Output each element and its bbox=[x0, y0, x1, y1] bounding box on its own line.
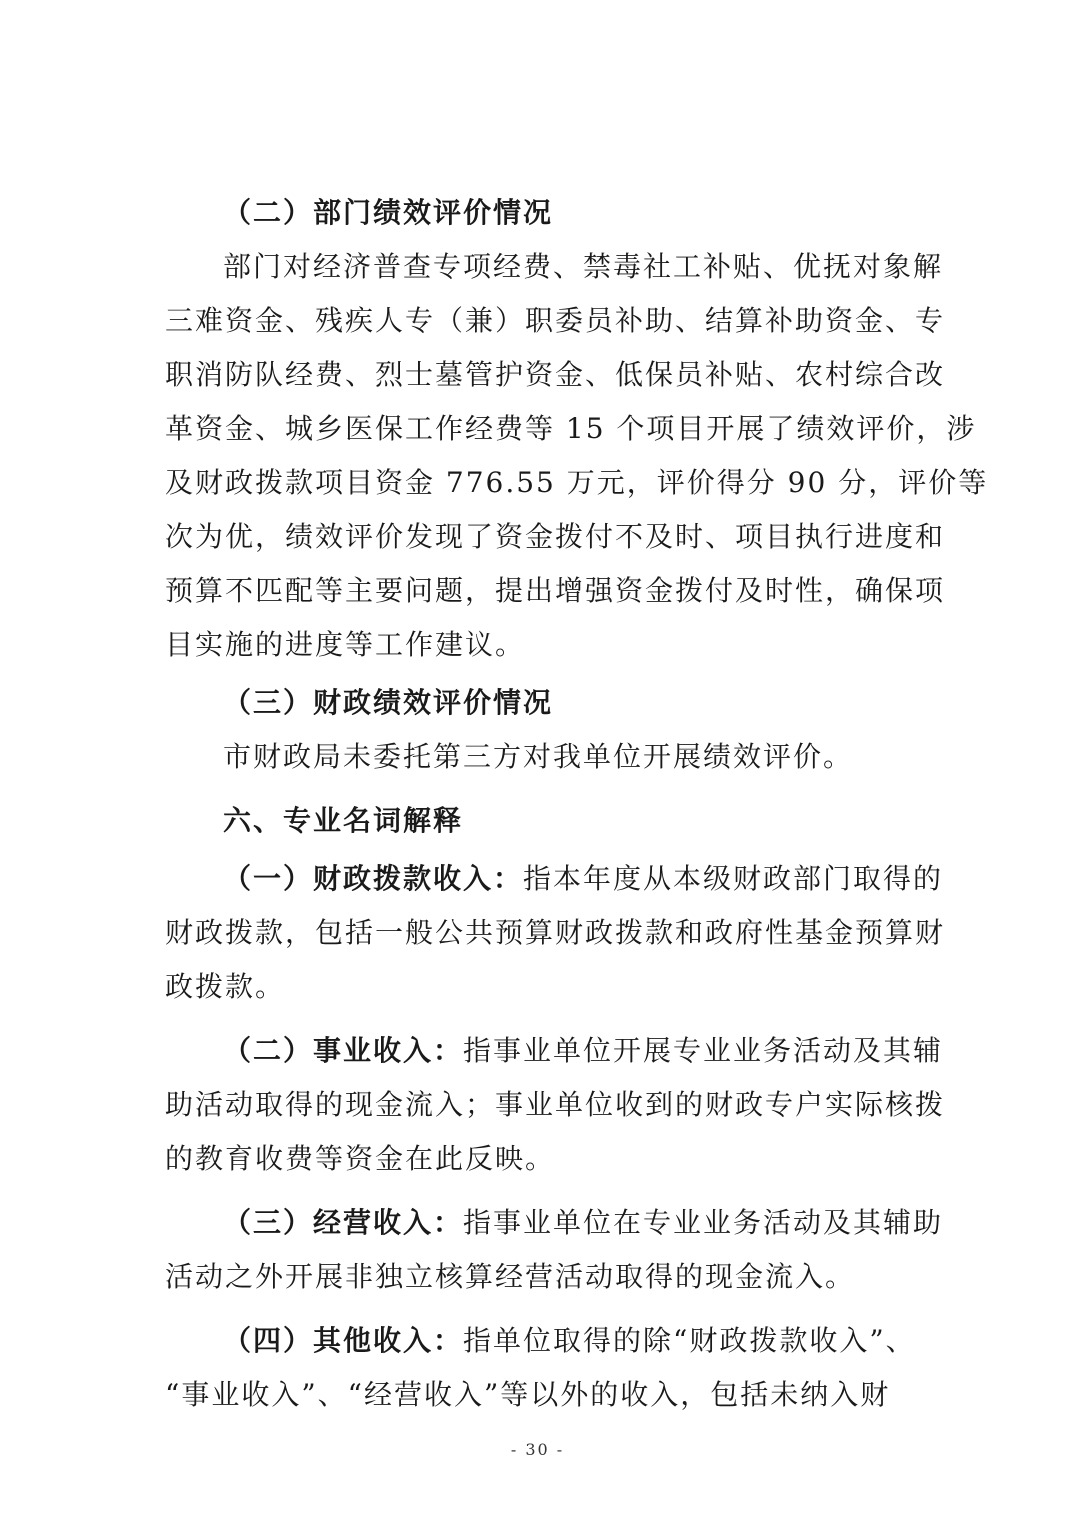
paragraph-line: 活动之外开展非独立核算经营活动取得的现金流入。 bbox=[165, 1260, 856, 1293]
term-definition-text: 指本年度从本级财政部门取得的 bbox=[523, 862, 944, 895]
page-number: - 30 - bbox=[510, 1440, 565, 1459]
section-heading-performance-department: （二）部门绩效评价情况 bbox=[223, 196, 554, 229]
section-heading-performance-finance: （三）财政绩效评价情况 bbox=[223, 686, 554, 719]
paragraph-line: 革资金、城乡医保工作经费等 15 个项目开展了绩效评价，涉 bbox=[165, 412, 977, 445]
term-definition-first-line bbox=[165, 1196, 944, 1250]
term-definition-first-line bbox=[165, 852, 944, 906]
paragraph-line: 的教育收费等资金在此反映。 bbox=[165, 1142, 556, 1175]
term-label: （三）经营收入： bbox=[223, 1206, 464, 1239]
paragraph-line: 次为优，绩效评价发现了资金拨付不及时、项目执行进度和 bbox=[165, 520, 946, 553]
term-definition-text: 指事业单位在专业业务活动及其辅助 bbox=[463, 1206, 944, 1239]
paragraph-line: 助活动取得的现金流入；事业单位收到的财政专户实际核拨 bbox=[165, 1088, 946, 1121]
chapter-heading-terms: 六、专业名词解释 bbox=[223, 804, 464, 837]
term-label: （一）财政拨款收入： bbox=[223, 862, 524, 895]
paragraph-line: 市财政局未委托第三方对我单位开展绩效评价。 bbox=[223, 740, 854, 773]
paragraph-line: 部门对经济普查专项经费、禁毒社工补贴、优抚对象解 bbox=[223, 250, 944, 283]
term-definition-text: 指单位取得的除“财政拨款收入”、 bbox=[463, 1324, 916, 1357]
paragraph-line: “事业收入”、“经营收入”等以外的收入，包括未纳入财 bbox=[165, 1378, 891, 1411]
paragraph-line: 目实施的进度等工作建议。 bbox=[165, 628, 526, 661]
paragraph-line: 预算不匹配等主要问题，提出增强资金拨付及时性，确保项 bbox=[165, 574, 946, 607]
paragraph-line: 政拨款。 bbox=[165, 970, 286, 1003]
document-body bbox=[165, 186, 989, 1422]
term-definition-first-line bbox=[165, 1024, 944, 1078]
paragraph-line: 职消防队经费、烈士墓管护资金、低保员补贴、农村综合改 bbox=[165, 358, 946, 391]
term-definition-text: 指事业单位开展专业业务活动及其辅 bbox=[463, 1034, 944, 1067]
paragraph-line: 三难资金、残疾人专（兼）职委员补助、结算补助资金、专 bbox=[165, 304, 946, 337]
term-label: （四）其他收入： bbox=[223, 1324, 464, 1357]
term-label: （二）事业收入： bbox=[223, 1034, 464, 1067]
term-definition-first-line bbox=[165, 1314, 916, 1368]
paragraph-line: 财政拨款，包括一般公共预算财政拨款和政府性基金预算财 bbox=[165, 916, 946, 949]
paragraph-line: 及财政拨款项目资金 776.55 万元，评价得分 90 分，评价等 bbox=[165, 466, 989, 499]
